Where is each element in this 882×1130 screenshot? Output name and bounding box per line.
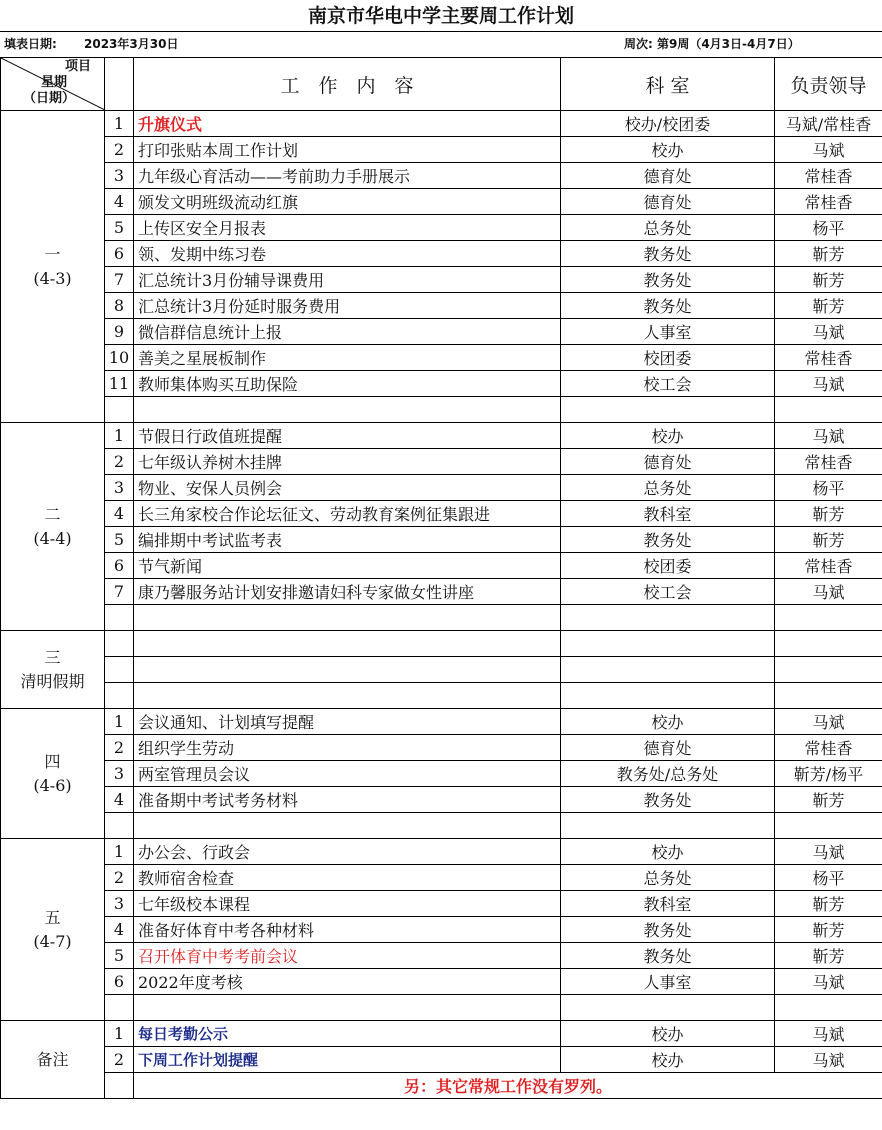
item-text: 教师集体购买互助保险 (134, 371, 561, 397)
dept-cell: 德育处 (561, 189, 775, 215)
day-label: 四 (44, 751, 61, 771)
day-cell (1, 1021, 105, 1099)
table-row (1, 1073, 882, 1099)
leader-cell: 马斌 (775, 839, 882, 865)
leader-cell: 常桂香 (775, 163, 882, 189)
dept-cell: 总务处 (561, 215, 775, 241)
table-row (1, 527, 882, 553)
leader-cell (775, 397, 882, 423)
leader-cell: 马斌 (775, 423, 882, 449)
row-number: 7 (105, 267, 134, 293)
dept-cell: 人事室 (561, 969, 775, 995)
leader-cell: 靳芳 (775, 241, 882, 267)
table-row (1, 813, 882, 839)
leader-cell: 马斌 (775, 1047, 882, 1073)
table-row (1, 605, 882, 631)
row-number: 3 (105, 761, 134, 787)
dept-cell: 总务处 (561, 475, 775, 501)
table-row (1, 579, 882, 605)
row-number: 6 (105, 969, 134, 995)
item-text: 编排期中考试监考表 (134, 527, 561, 553)
header-dept: 科 室 (561, 58, 775, 111)
row-number: 2 (105, 735, 134, 761)
table-row (1, 449, 882, 475)
leader-cell: 马斌 (775, 371, 882, 397)
header-content: 工 作 内 容 (134, 58, 561, 111)
dept-cell: 校团委 (561, 345, 775, 371)
leader-cell: 常桂香 (775, 345, 882, 371)
row-number: 1 (105, 709, 134, 735)
leader-cell: 马斌 (775, 579, 882, 605)
leader-cell: 靳芳/杨平 (775, 761, 882, 787)
item-text: 打印张贴本周工作计划 (134, 137, 561, 163)
header-no-cell (105, 58, 134, 111)
row-number: 2 (105, 449, 134, 475)
table-row (1, 787, 882, 813)
item-text: 善美之星展板制作 (134, 345, 561, 371)
row-number: 4 (105, 501, 134, 527)
row-number: 5 (105, 527, 134, 553)
table-row (1, 865, 882, 891)
header-corner-day: 星期 (41, 75, 68, 90)
row-number: 4 (105, 787, 134, 813)
item-text: 七年级校本课程 (134, 891, 561, 917)
row-number (105, 397, 134, 423)
day-date: 清明假期 (20, 671, 85, 691)
day-date: (4-4) (33, 528, 72, 548)
item-text: 升旗仪式 (134, 111, 561, 137)
dept-cell: 德育处 (561, 449, 775, 475)
schedule-table (0, 57, 882, 1099)
item-text: 汇总统计3月份辅导课费用 (134, 267, 561, 293)
dept-cell: 教务处 (561, 787, 775, 813)
page-title: 南京市华电中学主要周工作计划 (0, 0, 882, 32)
table-row (1, 163, 882, 189)
table-row (1, 1021, 882, 1047)
dept-cell: 校工会 (561, 371, 775, 397)
row-number: 2 (105, 137, 134, 163)
table-row (1, 397, 882, 423)
table-row (1, 631, 882, 657)
table-row (1, 1047, 882, 1073)
leader-cell: 马斌 (775, 137, 882, 163)
leader-cell (775, 683, 882, 709)
leader-cell: 靳芳 (775, 943, 882, 969)
fill-date: 2023年3月30日 (84, 37, 179, 51)
day-label: 二 (44, 504, 61, 524)
row-number: 4 (105, 917, 134, 943)
dept-cell: 校办 (561, 709, 775, 735)
item-text: 上传区安全月报表 (134, 215, 561, 241)
leader-cell (775, 631, 882, 657)
row-number: 1 (105, 1021, 134, 1047)
row-number (105, 631, 134, 657)
day-date: (4-3) (33, 268, 72, 288)
row-number (105, 605, 134, 631)
header-corner-cell (1, 58, 105, 111)
leader-cell: 杨平 (775, 865, 882, 891)
table-row (1, 501, 882, 527)
item-text (134, 631, 561, 657)
item-text: 教师宿舍检查 (134, 865, 561, 891)
header-row (1, 58, 882, 111)
dept-cell (561, 657, 775, 683)
table-row (1, 995, 882, 1021)
item-text (134, 657, 561, 683)
dept-cell: 校办 (561, 1047, 775, 1073)
row-number: 1 (105, 423, 134, 449)
table-row (1, 891, 882, 917)
leader-cell: 靳芳 (775, 787, 882, 813)
item-text: 物业、安保人员例会 (134, 475, 561, 501)
header-corner-date: （日期） (23, 91, 76, 106)
day-label: 备注 (36, 1049, 69, 1069)
item-text: 九年级心育活动——考前助力手册展示 (134, 163, 561, 189)
table-row (1, 969, 882, 995)
item-text (134, 683, 561, 709)
leader-cell: 靳芳 (775, 501, 882, 527)
table-row (1, 293, 882, 319)
item-text (134, 397, 561, 423)
day-cell (1, 709, 105, 839)
item-text: 七年级认养树木挂牌 (134, 449, 561, 475)
item-text: 汇总统计3月份延时服务费用 (134, 293, 561, 319)
leader-cell (775, 657, 882, 683)
table-row (1, 943, 882, 969)
item-text: 召开体育中考考前会议 (134, 943, 561, 969)
leader-cell: 靳芳 (775, 891, 882, 917)
table-row (1, 683, 882, 709)
row-number: 1 (105, 839, 134, 865)
dept-cell: 教务处 (561, 293, 775, 319)
dept-cell: 校办 (561, 1021, 775, 1047)
dept-cell (561, 631, 775, 657)
dept-cell (561, 813, 775, 839)
dept-cell: 德育处 (561, 163, 775, 189)
day-label: 五 (44, 907, 61, 927)
dept-cell: 校办 (561, 839, 775, 865)
leader-cell: 马斌 (775, 319, 882, 345)
leader-cell: 马斌/常桂香 (775, 111, 882, 137)
row-number: 1 (105, 111, 134, 137)
row-number: 10 (105, 345, 134, 371)
item-text: 组织学生劳动 (134, 735, 561, 761)
table-row (1, 241, 882, 267)
day-label: 三 (44, 647, 61, 667)
dept-cell: 德育处 (561, 735, 775, 761)
item-text: 2022年度考核 (134, 969, 561, 995)
table-row (1, 345, 882, 371)
table-row (1, 215, 882, 241)
table-row (1, 267, 882, 293)
item-text: 办公会、行政会 (134, 839, 561, 865)
week-info: 周次: 第9周（4月3日-4月7日） (624, 37, 800, 51)
header-leader: 负责领导 (775, 58, 882, 111)
dept-cell: 教务处 (561, 917, 775, 943)
table-row (1, 761, 882, 787)
leader-cell: 马斌 (775, 1021, 882, 1047)
leader-cell: 靳芳 (775, 917, 882, 943)
leader-cell: 常桂香 (775, 735, 882, 761)
item-text: 节假日行政值班提醒 (134, 423, 561, 449)
row-number: 8 (105, 293, 134, 319)
table-row (1, 137, 882, 163)
dept-cell: 教务处 (561, 527, 775, 553)
table-row (1, 657, 882, 683)
item-text: 微信群信息统计上报 (134, 319, 561, 345)
item-text: 长三角家校合作论坛征文、劳动教育案例征集跟进 (134, 501, 561, 527)
row-number: 4 (105, 189, 134, 215)
dept-cell: 校办/校团委 (561, 111, 775, 137)
dept-cell: 教务处 (561, 241, 775, 267)
row-number: 11 (105, 371, 134, 397)
table-row (1, 319, 882, 345)
table-row (1, 371, 882, 397)
leader-cell (775, 995, 882, 1021)
dept-cell: 校工会 (561, 579, 775, 605)
dept-cell: 校办 (561, 423, 775, 449)
day-label: 一 (44, 244, 61, 264)
day-cell (1, 111, 105, 423)
row-number (105, 1073, 134, 1099)
row-number (105, 657, 134, 683)
day-cell (1, 839, 105, 1021)
table-row (1, 189, 882, 215)
item-text: 康乃馨服务站计划安排邀请妇科专家做女性讲座 (134, 579, 561, 605)
table-row (1, 111, 882, 137)
item-text: 节气新闻 (134, 553, 561, 579)
dept-cell: 教务处 (561, 267, 775, 293)
leader-cell: 马斌 (775, 969, 882, 995)
dept-cell: 教科室 (561, 891, 775, 917)
table-row (1, 475, 882, 501)
item-text: 每日考勤公示 (134, 1021, 561, 1047)
leader-cell: 常桂香 (775, 553, 882, 579)
dept-cell (561, 683, 775, 709)
leader-cell: 靳芳 (775, 293, 882, 319)
row-number (105, 813, 134, 839)
day-cell (1, 423, 105, 631)
day-cell (1, 631, 105, 709)
leader-cell: 靳芳 (775, 267, 882, 293)
table-row (1, 423, 882, 449)
item-text (134, 995, 561, 1021)
item-text: 会议通知、计划填写提醒 (134, 709, 561, 735)
item-text: 下周工作计划提醒 (134, 1047, 561, 1073)
leader-cell: 常桂香 (775, 449, 882, 475)
row-number: 9 (105, 319, 134, 345)
table-row (1, 709, 882, 735)
table-row (1, 735, 882, 761)
row-number: 3 (105, 163, 134, 189)
row-number (105, 683, 134, 709)
row-number: 5 (105, 943, 134, 969)
row-number: 3 (105, 475, 134, 501)
table-row (1, 839, 882, 865)
dept-cell: 校办 (561, 137, 775, 163)
dept-cell: 教务处 (561, 943, 775, 969)
dept-cell: 总务处 (561, 865, 775, 891)
day-date: (4-7) (33, 931, 72, 951)
leader-cell (775, 605, 882, 631)
fill-date-label: 填表日期: (4, 37, 57, 51)
header-corner-item: 项目 (65, 59, 92, 74)
footer-note: 另：其它常规工作没有罗列。 (134, 1073, 882, 1099)
row-number: 5 (105, 215, 134, 241)
row-number (105, 995, 134, 1021)
item-text (134, 813, 561, 839)
dept-cell: 校团委 (561, 553, 775, 579)
leader-cell: 杨平 (775, 475, 882, 501)
row-number: 6 (105, 241, 134, 267)
table-row (1, 553, 882, 579)
leader-cell: 靳芳 (775, 527, 882, 553)
item-text: 准备好体育中考各种材料 (134, 917, 561, 943)
row-number: 3 (105, 891, 134, 917)
item-text: 准备期中考试考务材料 (134, 787, 561, 813)
dept-cell: 教科室 (561, 501, 775, 527)
leader-cell (775, 813, 882, 839)
item-text: 颁发文明班级流动红旗 (134, 189, 561, 215)
dept-cell (561, 995, 775, 1021)
table-row (1, 917, 882, 943)
dept-cell (561, 397, 775, 423)
day-date: (4-6) (33, 775, 72, 795)
leader-cell: 常桂香 (775, 189, 882, 215)
dept-cell: 教务处/总务处 (561, 761, 775, 787)
item-text: 两室管理员会议 (134, 761, 561, 787)
item-text: 领、发期中练习卷 (134, 241, 561, 267)
dept-cell (561, 605, 775, 631)
leader-cell: 杨平 (775, 215, 882, 241)
dept-cell: 人事室 (561, 319, 775, 345)
row-number: 7 (105, 579, 134, 605)
row-number: 2 (105, 865, 134, 891)
item-text (134, 605, 561, 631)
leader-cell: 马斌 (775, 709, 882, 735)
row-number: 2 (105, 1047, 134, 1073)
row-number: 6 (105, 553, 134, 579)
